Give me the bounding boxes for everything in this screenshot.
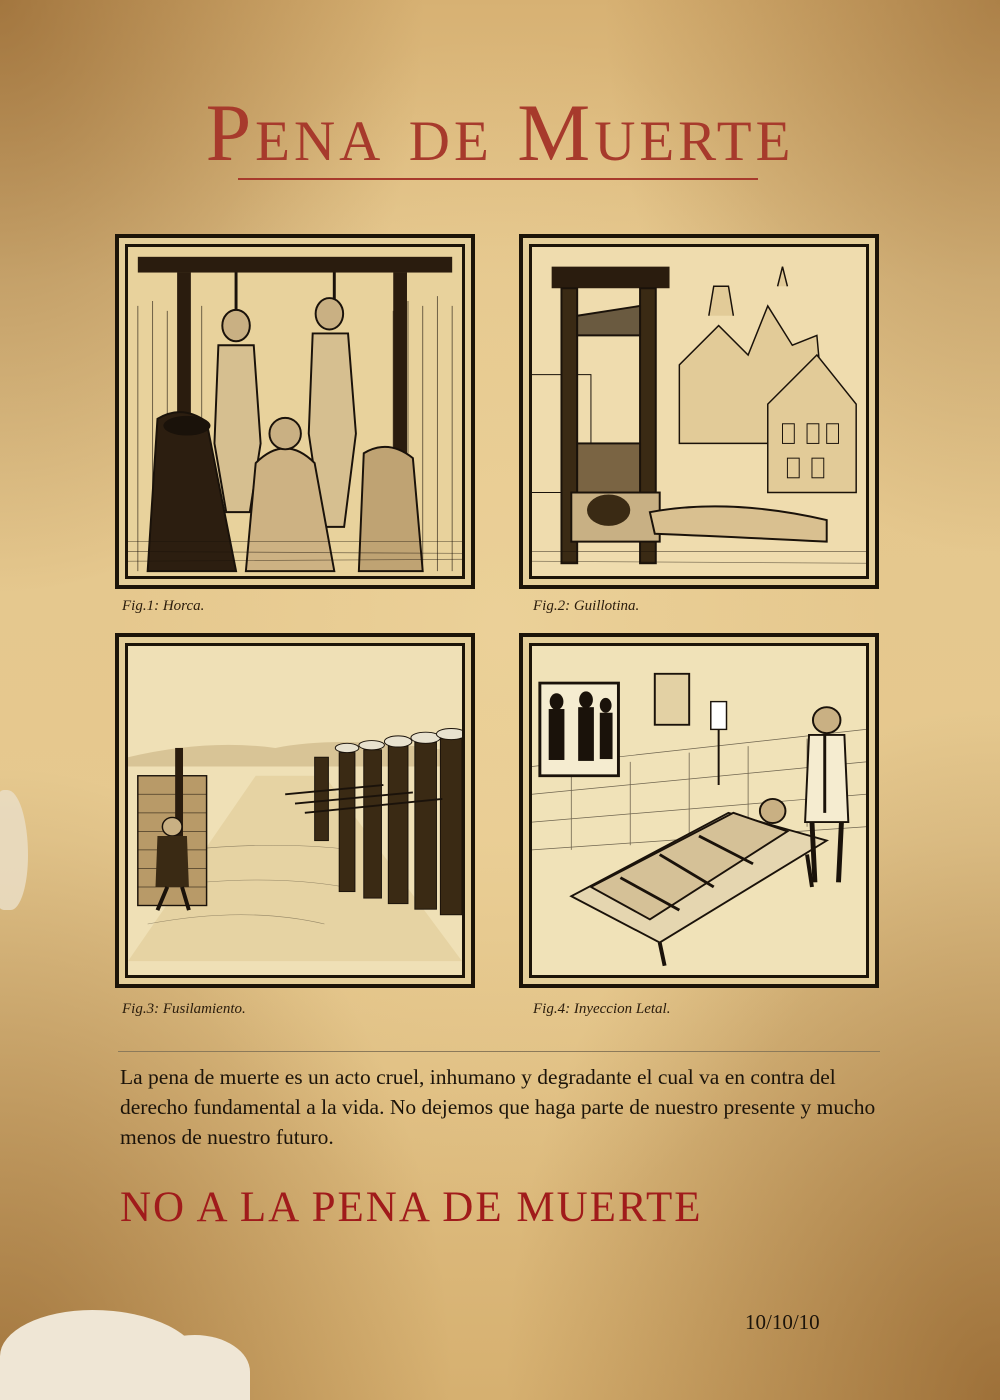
poster-date: 10/10/10 bbox=[745, 1310, 820, 1334]
poster-title: Pena de Muerte bbox=[205, 87, 795, 178]
figure-3-frame bbox=[115, 633, 475, 988]
torn-corner-decoration bbox=[0, 790, 28, 910]
figure-4-caption: Fig.4: Inyeccion Letal. bbox=[533, 1001, 671, 1017]
lethal-injection-illustration bbox=[529, 643, 869, 978]
figure-1-caption: Fig.1: Horca. bbox=[122, 598, 205, 614]
hanging-illustration bbox=[125, 244, 465, 579]
firing-squad-illustration bbox=[125, 643, 465, 978]
figure-2-caption: Fig.2: Guillotina. bbox=[533, 598, 640, 614]
title-underline bbox=[238, 178, 758, 180]
body-paragraph: La pena de muerte es un acto cruel, inhumano y degradante el cual va en contra del derecho fundamental a la vida. No dejemos que haga parte de nuestro presente y mucho menos de nuestro futuro. bbox=[120, 1065, 876, 1149]
figure-4-frame bbox=[519, 633, 879, 988]
guillotine-illustration bbox=[529, 244, 869, 579]
figure-1-frame bbox=[115, 234, 475, 589]
figure-2-frame bbox=[519, 234, 879, 589]
body-divider bbox=[118, 1051, 880, 1052]
slogan-heading: NO A LA PENA DE MUERTE bbox=[120, 1184, 703, 1231]
figure-3-caption: Fig.3: Fusilamiento. bbox=[122, 1001, 246, 1017]
